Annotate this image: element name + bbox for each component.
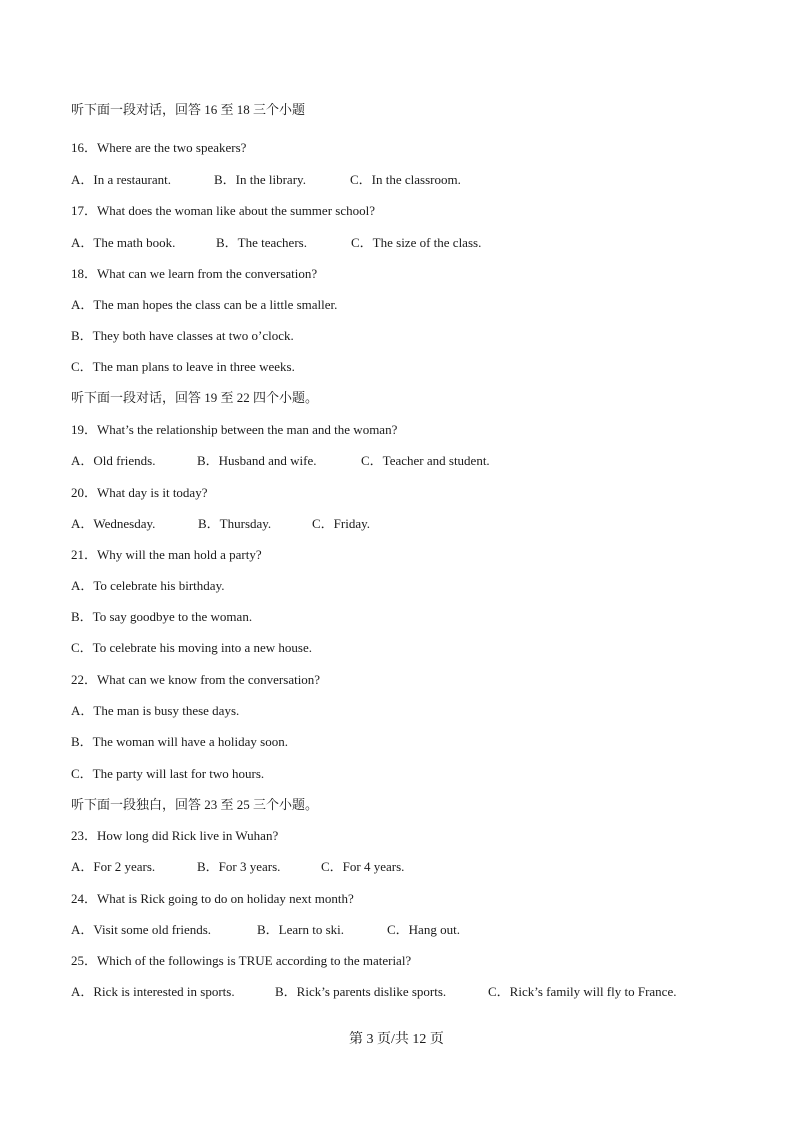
answer-option: C．The party will last for two hours. <box>71 766 265 781</box>
section-instruction: 听下面一段对话，回答 16 至 18 三个小题 <box>71 102 306 117</box>
answer-option: A．For 2 years. <box>71 859 156 874</box>
answer-option: C．In the classroom. <box>350 172 461 187</box>
answer-option: B．Rick’s parents dislike sports. <box>275 984 447 999</box>
page-footer: 第 3 页/共 12 页 <box>349 1032 444 1047</box>
section-instruction: 听下面一段独白，回答 23 至 25 三个小题。 <box>71 797 319 812</box>
answer-option: C．To celebrate his moving into a new house. <box>71 640 312 655</box>
question-text: 23．How long did Rick live in Wuhan? <box>71 828 279 843</box>
question-text: 22．What can we know from the conversation? <box>71 672 321 687</box>
answer-option: C．Teacher and student. <box>361 453 490 468</box>
answer-option: C．The size of the class. <box>351 235 482 250</box>
answer-option: A．Wednesday. <box>71 516 156 531</box>
question-text: 20．What day is it today? <box>71 485 208 500</box>
answer-option: C．Rick’s family will fly to France. <box>488 984 677 999</box>
answer-option: C．Hang out. <box>387 922 460 937</box>
answer-option: B．Learn to ski. <box>257 922 345 937</box>
question-text: 24．What is Rick going to do on holiday next month? <box>71 891 354 906</box>
answer-option: B．In the library. <box>214 172 306 187</box>
answer-option: A．Visit some old friends. <box>71 922 212 937</box>
answer-option: B．To say goodbye to the woman. <box>71 609 253 624</box>
answer-option: A．To celebrate his birthday. <box>71 578 225 593</box>
section-instruction: 听下面一段对话，回答 19 至 22 四个小题。 <box>71 390 319 405</box>
answer-option: C．Friday. <box>312 516 371 531</box>
answer-option: C．The man plans to leave in three weeks. <box>71 359 295 374</box>
answer-option: B．The woman will have a holiday soon. <box>71 734 288 749</box>
answer-option: B．They both have classes at two o’clock. <box>71 328 294 343</box>
answer-option: A．The man hopes the class can be a little smaller. <box>71 297 338 312</box>
answer-option: B．Thursday. <box>198 516 272 531</box>
answer-option: B．For 3 years. <box>197 859 281 874</box>
answer-option: A．The math book. <box>71 235 176 250</box>
question-text: 19．What’s the relationship between the man and the woman? <box>71 422 398 437</box>
question-text: 25．Which of the followings is TRUE according to the material? <box>71 953 412 968</box>
question-text: 21．Why will the man hold a party? <box>71 547 262 562</box>
answer-option: A．The man is busy these days. <box>71 703 240 718</box>
question-text: 16．Where are the two speakers? <box>71 140 247 155</box>
answer-option: B．Husband and wife. <box>197 453 317 468</box>
question-text: 17．What does the woman like about the summer school? <box>71 203 375 218</box>
answer-option: B．The teachers. <box>216 235 307 250</box>
answer-option: A．Old friends. <box>71 453 156 468</box>
question-text: 18．What can we learn from the conversation? <box>71 266 318 281</box>
answer-option: C．For 4 years. <box>321 859 405 874</box>
answer-option: A．In a restaurant. <box>71 172 171 187</box>
answer-option: A．Rick is interested in sports. <box>71 984 235 999</box>
